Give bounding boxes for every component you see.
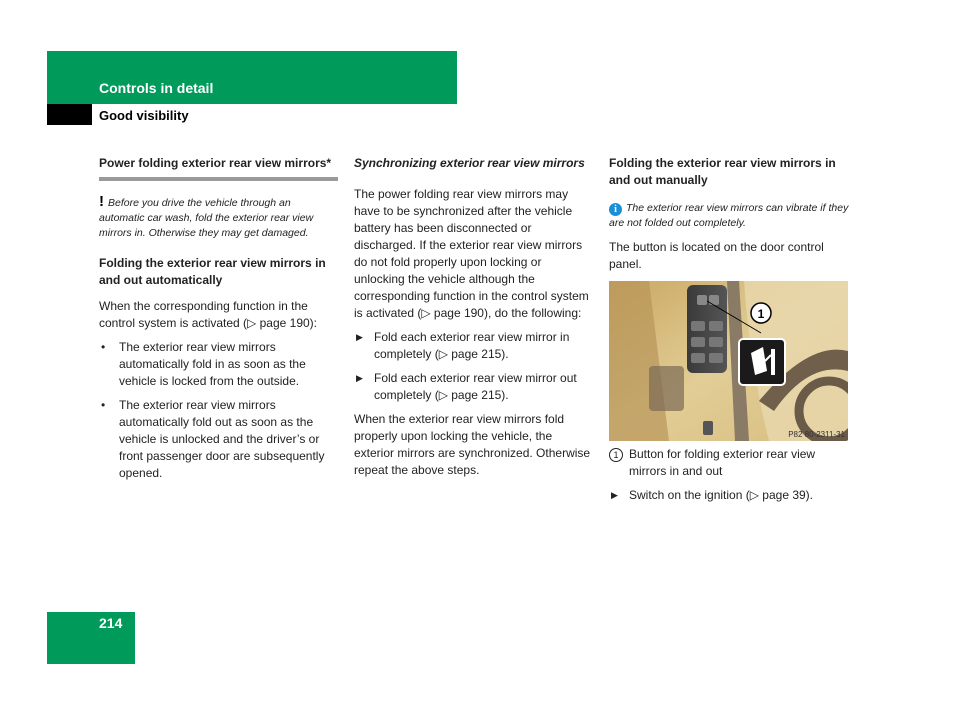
info-icon: i [609,203,622,216]
step-item [354,370,594,404]
step-text: Fold each exterior rear view mirror out completely (▷ page 215). [374,371,577,402]
warning-text: Before you drive the vehicle through an automatic car wash, fold the exterior rear view mirrors in. Otherwise they may get damaged. [99,197,314,239]
col1-bullet-list [99,339,339,482]
header-band [47,51,457,104]
step-text: Switch on the ignition (▷ page 39). [629,488,814,502]
image-code: P82 80-2311-31 [788,430,845,439]
door-panel-photo [609,281,848,441]
step-item [609,487,849,504]
step-arrow-icon: ▶ [356,373,363,383]
info-note [609,201,849,230]
list-item-text: The exterior rear view mirrors automatically fold in as soon as the vehicle is locked from the outside. [119,340,306,388]
step-arrow-icon: ▶ [356,332,363,342]
step-arrow-icon: ▶ [611,490,618,500]
col2-step-list [354,329,594,404]
legend-number: 1 [609,448,623,462]
legend-text: Button for folding exterior rear view mirrors in and out [629,447,816,478]
warning-icon: ! [99,193,104,210]
image-callout-number: 1 [757,307,765,321]
col3-heading: Folding the exterior rear view mirrors in and out manually [609,156,836,187]
image-legend [609,446,849,480]
col2-heading: Synchronizing exterior rear view mirrors [354,156,585,170]
info-text: The exterior rear view mirrors can vibrate if they are not folded out completely. [609,202,849,229]
col2-body: The power folding rear view mirrors may have to be synchronized after the vehicle battery has been disconnected or discharged. If the exterior rear view mirrors do not fold properly upon locking or unlocking the vehicle although the corresponding function in the control system is activated (▷ page 190), do the following: [354,187,589,320]
col3-body: The button is located on the door control panel. [609,240,824,271]
list-item [99,339,339,390]
door-panel-illustration [609,281,848,441]
list-item-text: The exterior rear view mirrors automatically fold out as soon as the vehicle is unlocked and the driver’s or front passenger door are subsequently opened. [119,398,325,480]
col1-subheading: Folding the exterior rear view mirrors in and out automatically [99,256,326,287]
mirror-fold-icon [751,347,775,375]
section-tab [47,104,92,125]
column-1 [99,155,339,482]
col2-closing: When the exterior rear view mirrors fold properly upon locking the vehicle, the exterior mirrors are synchronized. Otherwise repeat the above steps. [354,412,591,477]
col1-intro: When the corresponding function in the control system is activated (▷ page 190): [99,299,317,330]
warning-note [99,194,339,241]
chapter-title: Controls in detail [99,80,214,96]
heading-rule [99,177,338,181]
column-2 [354,155,594,479]
column-3 [609,155,849,504]
step-text: Fold each exterior rear view mirror in completely (▷ page 215). [374,330,570,361]
step-item [354,329,594,363]
col3-step-list [609,487,849,504]
section-title: Good visibility [99,108,189,123]
bullet-icon: • [101,398,106,412]
page-number: 214 [99,615,123,631]
bullet-icon: • [101,340,106,354]
col1-heading: Power folding exterior rear view mirrors* [99,156,332,170]
list-item [99,397,339,482]
